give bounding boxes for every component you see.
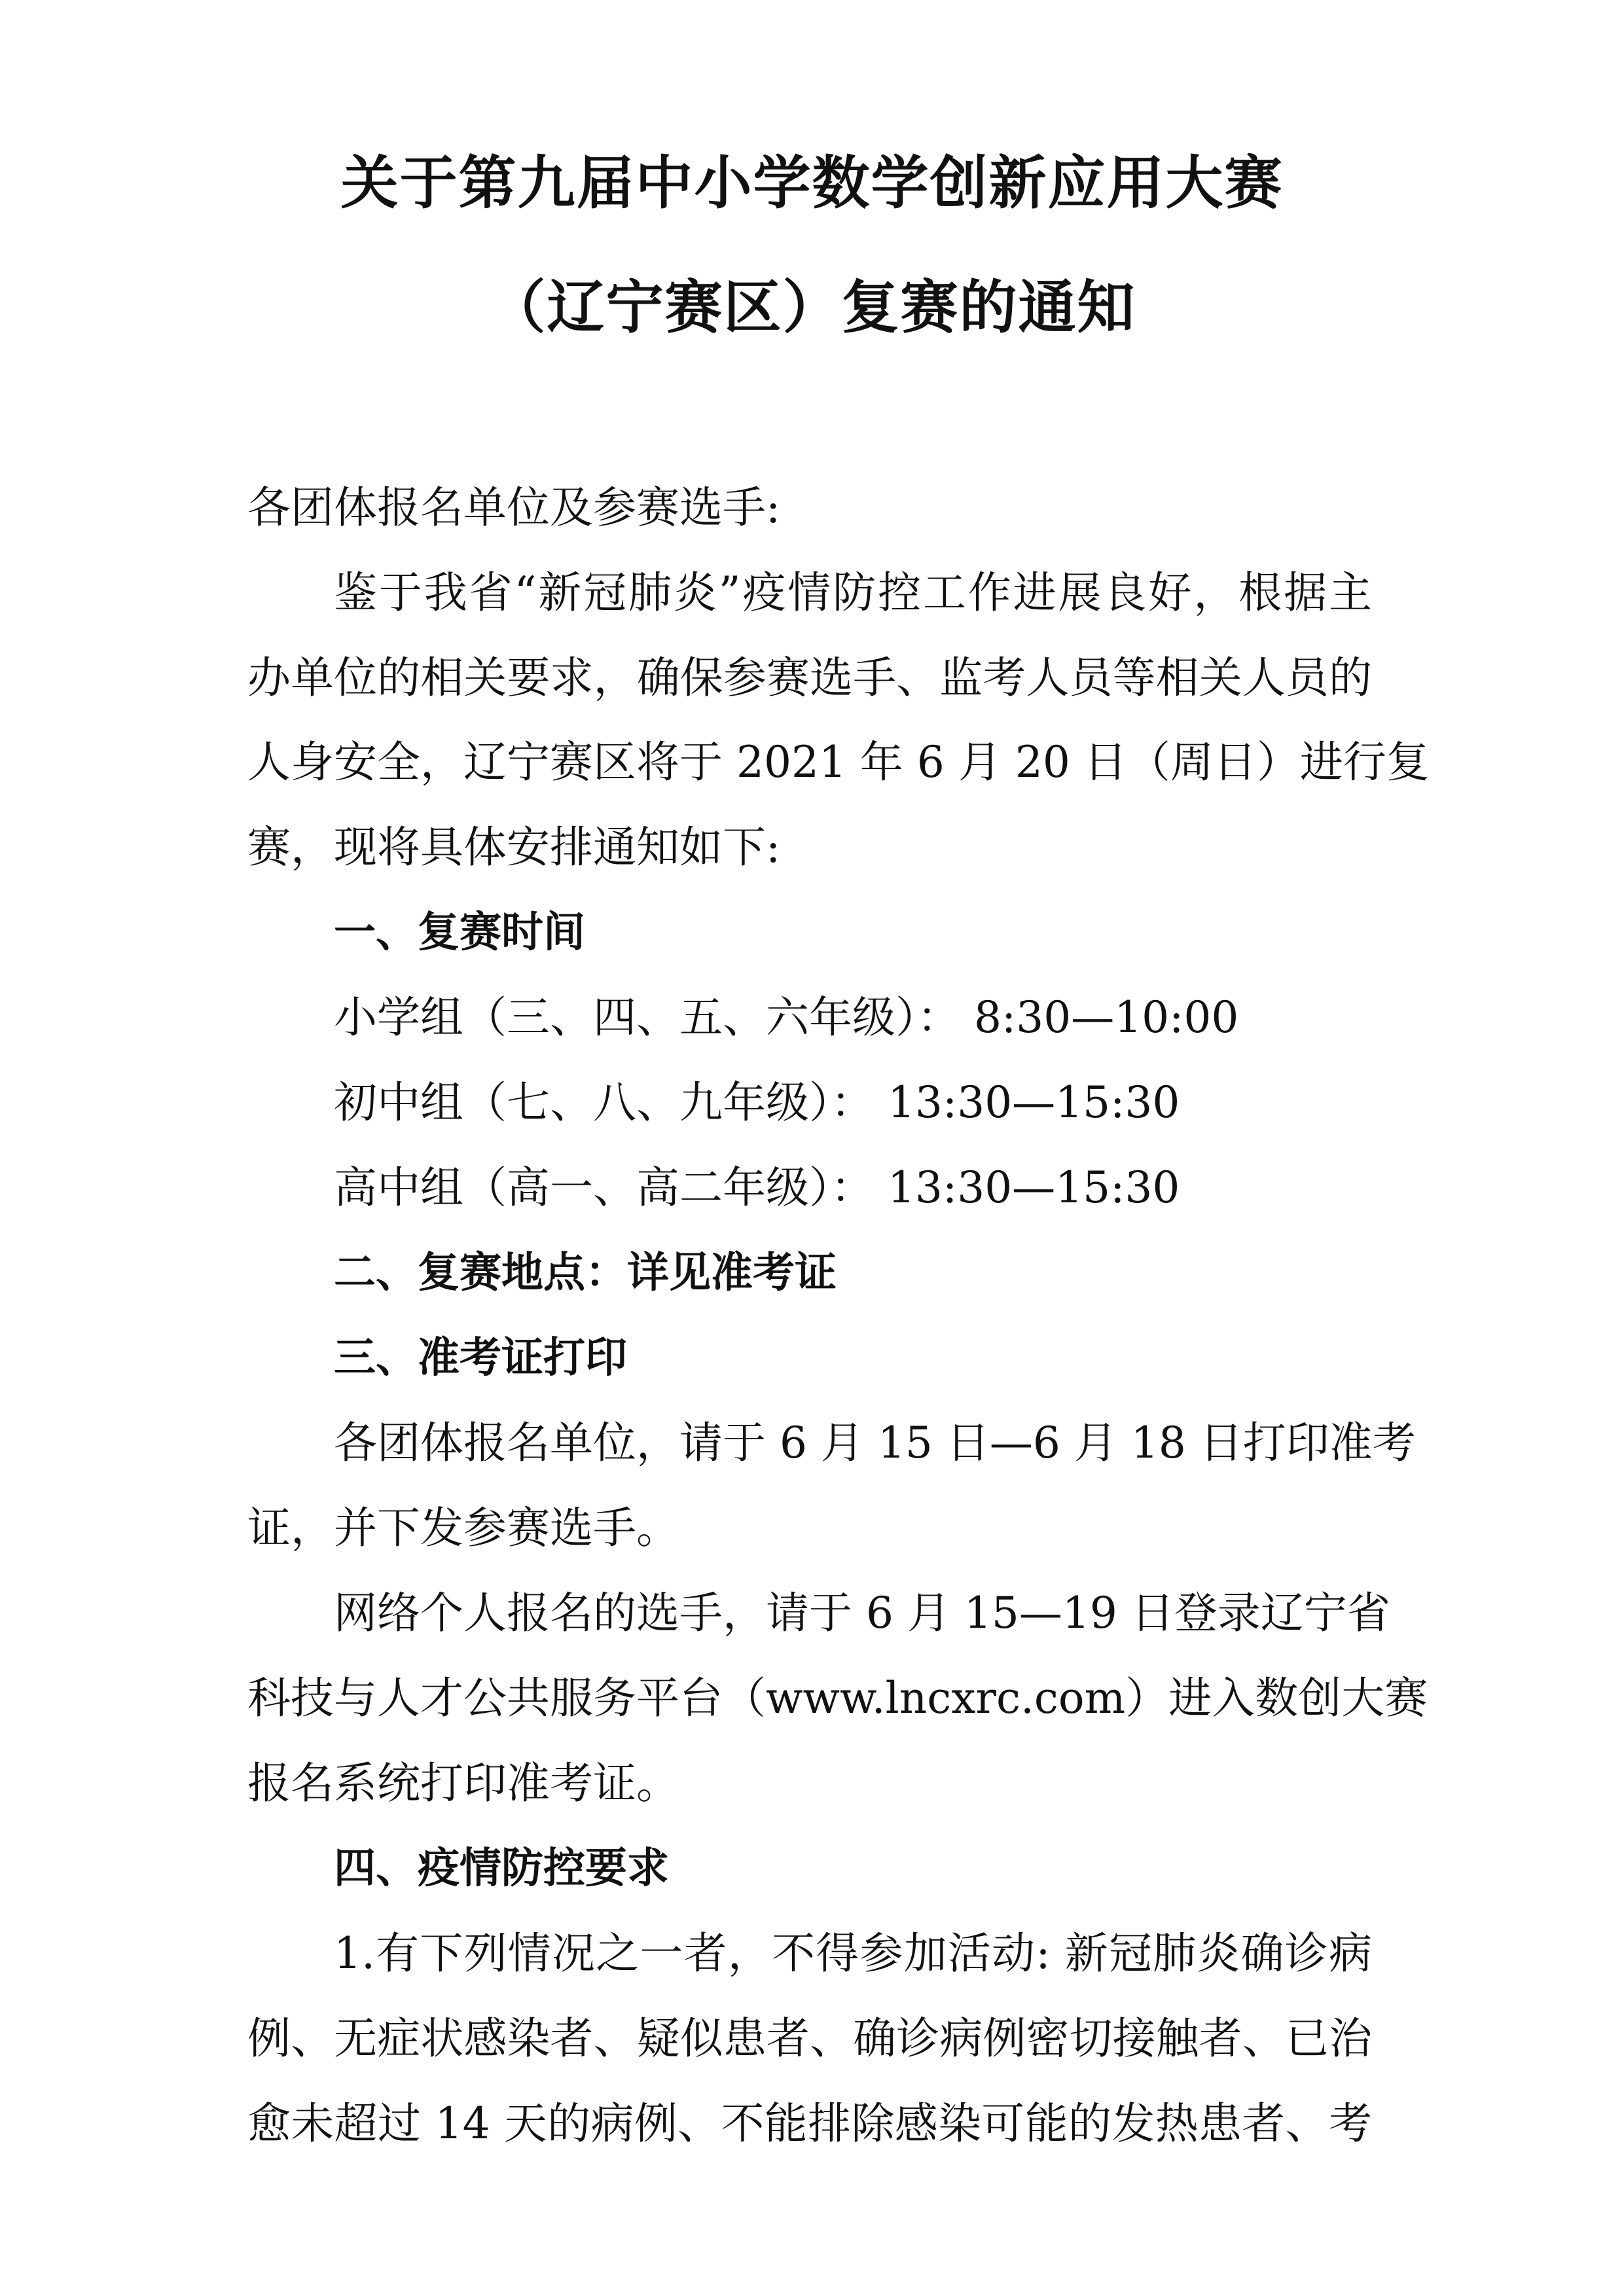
paragraph-2-line-1: 各团体报名单位，请于 6 月 15 日—6 月 18 日打印准考 [334, 1418, 1416, 1468]
paragraph-1-line-2: 办单位的相关要求，确保参赛选手、监考人员等相关人员的 [247, 653, 1372, 703]
title-line-2: （辽宁赛区）复赛的通知 [488, 274, 1136, 341]
section-heading-admission: 三、准考证打印 [334, 1334, 627, 1382]
paragraph-2-line-2: 证，并下发参赛选手。 [247, 1503, 679, 1553]
schedule-primary: 小学组（三、四、五、六年级）： 8:30—10:00 [334, 992, 1239, 1043]
paragraph-3-line-2: 科技与人才公共服务平台（www.lncxrc.com）进入数创大赛 [247, 1673, 1428, 1723]
salutation: 各团体报名单位及参赛选手: [247, 482, 781, 533]
paragraph-3-line-3: 报名系统打印准考证。 [247, 1758, 679, 1808]
paragraph-1-line-1: 鉴于我省“新冠肺炎”疫情防控工作进展良好，根据主 [334, 567, 1372, 618]
schedule-senior: 高中组（高一、高二年级）： 13:30—15:30 [334, 1162, 1180, 1213]
section-heading-epidemic: 四、疫情防控要求 [334, 1844, 669, 1893]
section-heading-time: 一、复赛时间 [334, 908, 585, 957]
paragraph-1-line-4: 赛，现将具体安排通知如下: [247, 822, 781, 872]
section-heading-location: 二、复赛地点：详见准考证 [334, 1249, 837, 1297]
paragraph-3-line-1: 网络个人报名的选手，请于 6 月 15—19 日登录辽宁省 [334, 1588, 1390, 1638]
schedule-junior: 初中组（七、八、九年级）： 13:30—15:30 [334, 1077, 1180, 1128]
paragraph-4-line-1: 1.有下列情况之一者，不得参加活动: 新冠肺炎确诊病 [334, 1928, 1372, 1979]
paragraph-1-line-3: 人身安全，辽宁赛区将于 2021 年 6 月 20 日（周日）进行复 [247, 737, 1430, 787]
title-line-1: 关于第九届中小学数学创新应用大赛 [340, 149, 1284, 217]
paragraph-4-line-3: 愈未超过 14 天的病例、不能排除感染可能的发热患者、考 [247, 2098, 1372, 2149]
paragraph-4-line-2: 例、无症状感染者、疑似患者、确诊病例密切接触者、已治 [247, 2013, 1372, 2064]
